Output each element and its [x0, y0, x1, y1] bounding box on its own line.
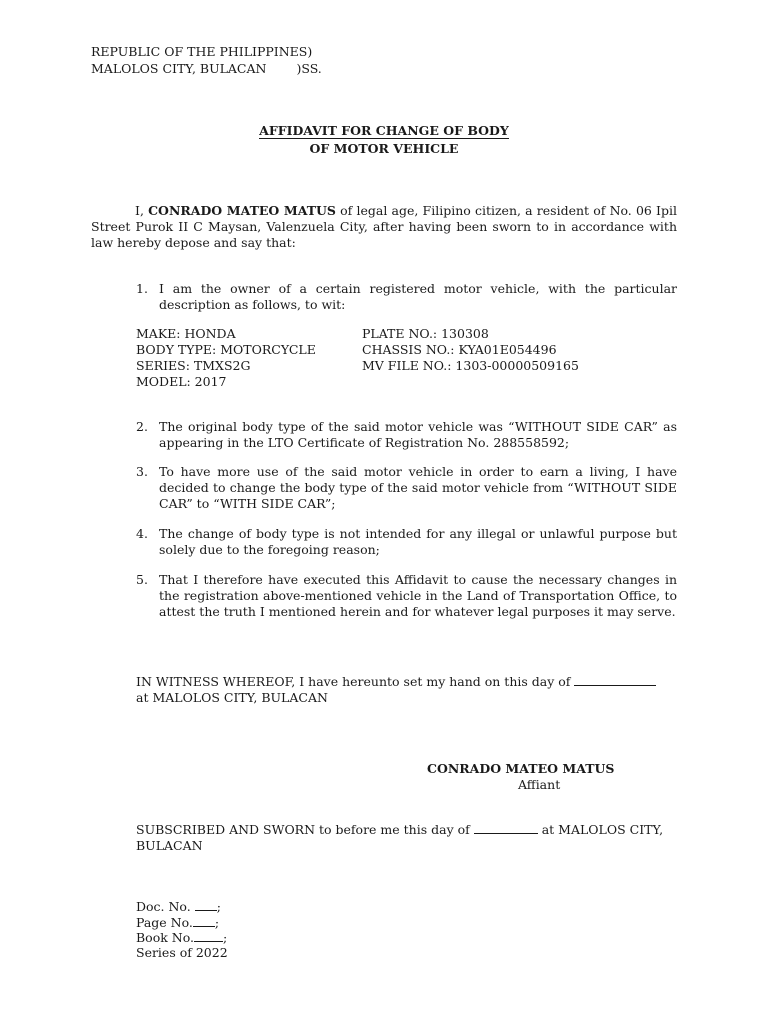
item-number: 4.	[136, 526, 148, 541]
affiant-name: CONRADO MATEO MATUS	[148, 203, 336, 218]
jurat-line2: BULACAN	[136, 838, 203, 853]
vehicle-chassis: CHASSIS NO.: KYA01E054496	[362, 342, 557, 357]
vehicle-body-type: BODY TYPE: MOTORCYCLE	[136, 342, 316, 357]
item-text: To have more use of the said motor vehicle in order to earn a living, I have decided to change the body type of the said motor vehicle from “WITHOUT SIDE CAR” to “WITH SIDE CAR”;	[159, 464, 677, 511]
item-text: I am the owner of a certain registered motor vehicle, with the particular description as follows, to wit:	[159, 281, 677, 312]
jurat-line1: SUBSCRIBED AND SWORN to before me this day of at MALOLOS CITY,	[136, 822, 664, 837]
item-number: 2.	[136, 419, 148, 434]
item-number: 5.	[136, 572, 148, 587]
vehicle-plate: PLATE NO.: 130308	[362, 326, 489, 341]
item-text: That I therefore have executed this Affidavit to cause the necessary changes in the registration above-mentioned vehicle in the Land of Transportation Office, to attest the truth I mentioned herein and for whatever legal purposes it may serve.	[159, 572, 677, 619]
venue-republic: REPUBLIC OF THE PHILIPPINES)	[91, 44, 313, 59]
signatory-role: Affiant	[518, 777, 561, 792]
date-blank	[474, 822, 538, 834]
item-number: 1.	[136, 281, 148, 296]
date-blank	[574, 674, 656, 686]
item-text: The original body type of the said motor vehicle was “WITHOUT SIDE CAR” as appearing in the LTO Certificate of Registration No. 288558592;	[159, 419, 677, 450]
vehicle-series: SERIES: TMXS2G	[136, 358, 251, 373]
document-title-line1: AFFIDAVIT FOR CHANGE OF BODY	[259, 123, 509, 138]
book-no-blank	[194, 930, 223, 942]
vehicle-mv-file: MV FILE NO.: 1303-00000509165	[362, 358, 579, 373]
item-text: The change of body type is not intended for any illegal or unlawful purpose but solely due to the foregoing reason;	[159, 526, 677, 557]
intro-paragraph: I, CONRADO MATEO MATUS of legal age, Filipino citizen, a resident of No. 06 Ipil Street Purok II C Maysan, Valenzuela City, after having been sworn to in accordance with law hereby depose and say that:	[91, 203, 677, 250]
vehicle-make: MAKE: HONDA	[136, 326, 236, 341]
item-number: 3.	[136, 464, 148, 479]
document-title-line2: OF MOTOR VEHICLE	[309, 141, 459, 156]
venue-city	[91, 61, 322, 77]
notarial-doc-no: Doc. No. ;	[136, 899, 221, 914]
venue-city-name: MALOLOS CITY, BULACAN	[91, 61, 267, 76]
notarial-page-no: Page No. ;	[136, 915, 220, 930]
venue-ss: )SS.	[296, 61, 322, 76]
doc-no-blank	[195, 899, 217, 911]
notarial-series: Series of 2022	[136, 945, 228, 960]
witness-line1: IN WITNESS WHEREOF, I have hereunto set my hand on this day of	[136, 674, 656, 690]
page-no-blank	[193, 915, 215, 927]
signatory-name: CONRADO MATEO MATUS	[427, 761, 615, 776]
vehicle-model: MODEL: 2017	[136, 374, 227, 389]
notarial-book-no: Book No. ;	[136, 930, 228, 945]
witness-line2: at MALOLOS CITY, BULACAN	[136, 690, 328, 705]
